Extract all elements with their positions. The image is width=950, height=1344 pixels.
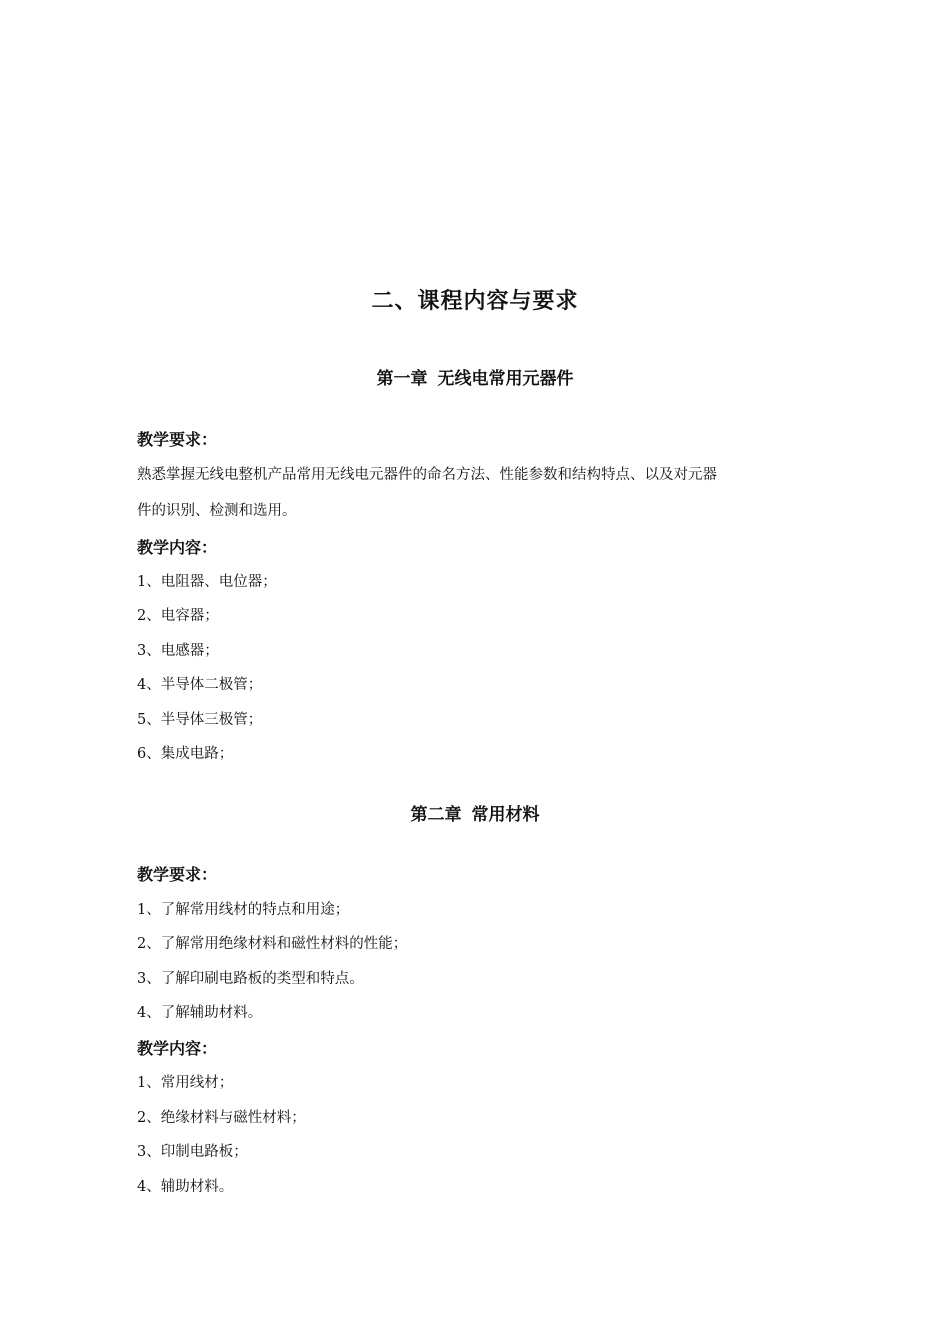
chapter-1-content-item: 2、电容器；	[137, 608, 219, 624]
chapter-1-content-item: 3、电感器；	[137, 643, 219, 659]
chapter-1-requirements-line: 件的识别、检测和选用。	[137, 503, 297, 519]
chapter-2-content-item: 1、常用线材；	[137, 1075, 234, 1091]
chapter-2-content-item: 4、辅助材料。	[137, 1179, 234, 1195]
chapter-2-content-item: 2、绝缘材料与磁性材料；	[137, 1110, 306, 1126]
chapter-1-content-item: 1、电阻器、电位器；	[137, 574, 277, 590]
chapter-2-requirements-heading: 教学要求：	[137, 865, 218, 884]
chapter-2-name: 常用材料	[471, 805, 540, 825]
chapter-1-requirements-line: 熟悉掌握无线电整机产品常用无线电元器件的命名方法、性能参数和结构特点、以及对元器	[137, 467, 717, 483]
chapter-1-title	[0, 366, 950, 392]
chapter-1-content-item: 5、半导体三极管；	[137, 712, 263, 728]
chapter-2-content-heading: 教学内容：	[137, 1039, 218, 1058]
chapter-1-name: 无线电常用元器件	[437, 369, 574, 389]
chapter-2-title	[0, 802, 950, 828]
chapter-1-content-item: 4、半导体二极管；	[137, 677, 263, 693]
chapter-2-requirements-line: 1、了解常用线材的特点和用途；	[137, 902, 350, 918]
chapter-2-requirements-line: 2、了解常用绝缘材料和磁性材料的性能；	[137, 936, 408, 952]
chapter-1-content-heading: 教学内容：	[137, 538, 218, 557]
chapter-2-requirements-line: 3、了解印刷电路板的类型和特点。	[137, 971, 364, 987]
chapter-1-content-item: 6、集成电路；	[137, 746, 234, 762]
section-title: 二、课程内容与要求	[371, 289, 579, 314]
chapter-2-content-item: 3、印制电路板；	[137, 1144, 248, 1160]
chapter-2-requirements-line: 4、了解辅助材料。	[137, 1005, 263, 1021]
chapter-2-number: 第二章	[410, 805, 462, 825]
chapter-1-number: 第一章	[376, 369, 428, 389]
chapter-1-requirements-heading: 教学要求：	[137, 430, 218, 449]
